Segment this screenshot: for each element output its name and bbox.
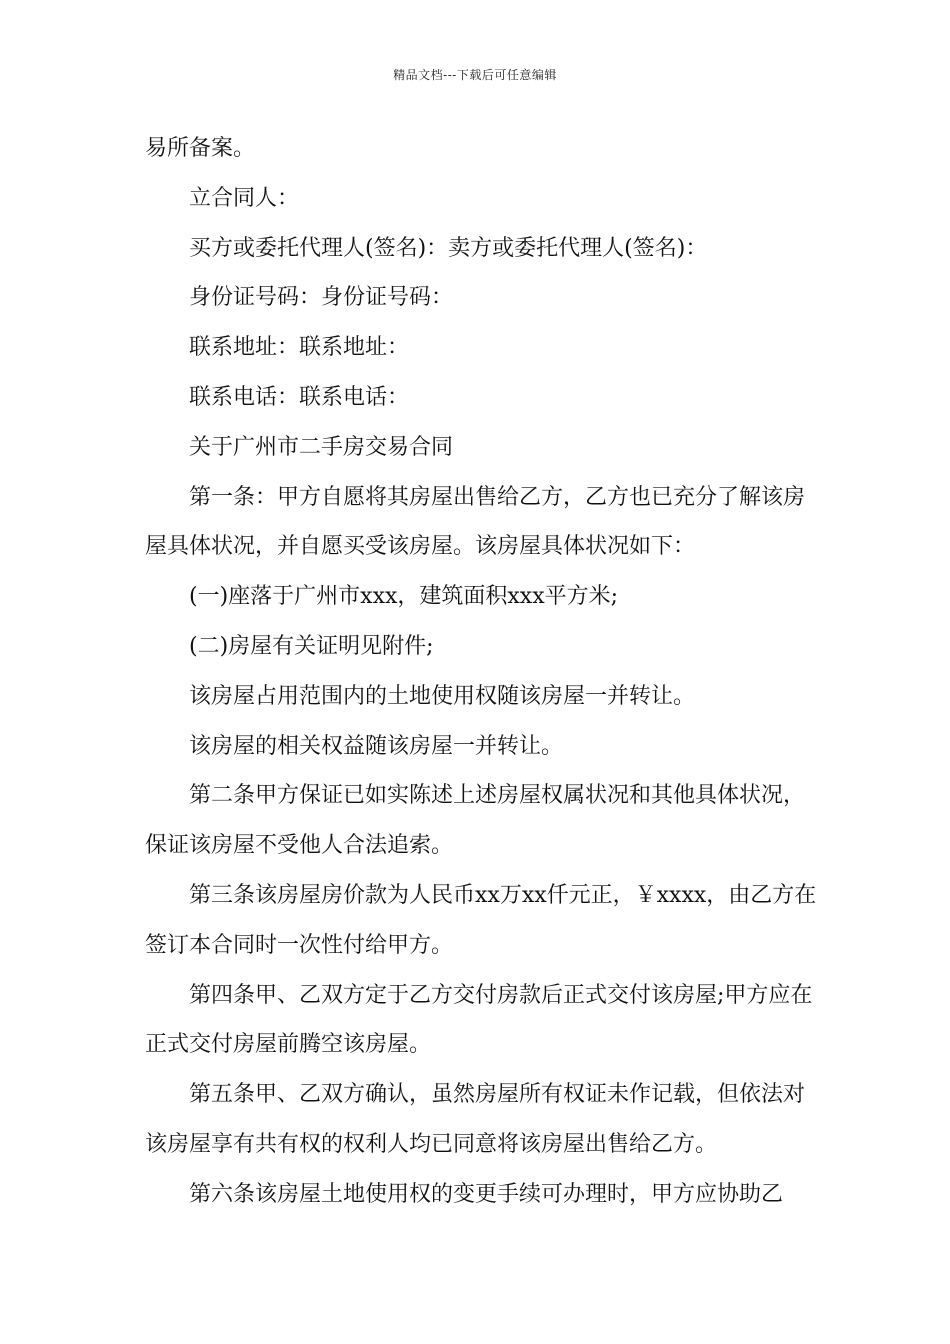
paragraph: 第五条甲、乙双方确认，虽然房屋所有权证未作记载，但依法对该房屋享有共有权的权利人均已同意将该房屋出售给乙方。 <box>145 1082 806 1157</box>
paragraph: (一)座落于广州市xxx，建筑面积xxx平方米; <box>189 584 619 610</box>
paragraph: (二)房屋有关证明见附件; <box>189 633 434 659</box>
document-body <box>145 124 825 1220</box>
paragraph: 第一条：甲方自愿将其房屋出售给乙方，乙方也已充分了解该房屋具体状况，并自愿买受该房屋。该房屋具体状况如下： <box>145 484 806 560</box>
paragraph: 易所备案。 <box>145 136 256 161</box>
paragraph: 买方或委托代理人(签名)：卖方或委托代理人(签名)： <box>189 235 708 261</box>
paragraph: 该房屋的相关权益随该房屋一并转让。 <box>189 733 564 759</box>
paragraph: 立合同人： <box>189 185 300 211</box>
section-title: 关于广州市二手房交易合同 <box>189 434 454 460</box>
paragraph: 第四条甲、乙双方定于乙方交付房款后正式交付该房屋;甲方应在正式交付房屋前腾空该房屋。 <box>145 982 813 1058</box>
paragraph: 联系电话：联系电话： <box>189 384 410 410</box>
paragraph: 第三条该房屋房价款为人民币xx万xx仟元正，￥xxxx，由乙方在签订本合同时一次性付给甲方。 <box>145 882 817 958</box>
page-header: 精品文档---下载后可任意编辑 <box>393 68 557 82</box>
paragraph: 第二条甲方保证已如实陈述上述房屋权属状况和其他具体状况，保证该房屋不受他人合法追索。 <box>145 783 806 859</box>
paragraph: 该房屋占用范围内的土地使用权随该房屋一并转让。 <box>189 683 696 709</box>
paragraph: 联系地址：联系地址： <box>189 335 410 361</box>
paragraph: 第六条该房屋土地使用权的变更手续可办理时，甲方应协助乙 <box>189 1181 784 1207</box>
paragraph: 身份证号码：身份证号码： <box>189 285 454 311</box>
